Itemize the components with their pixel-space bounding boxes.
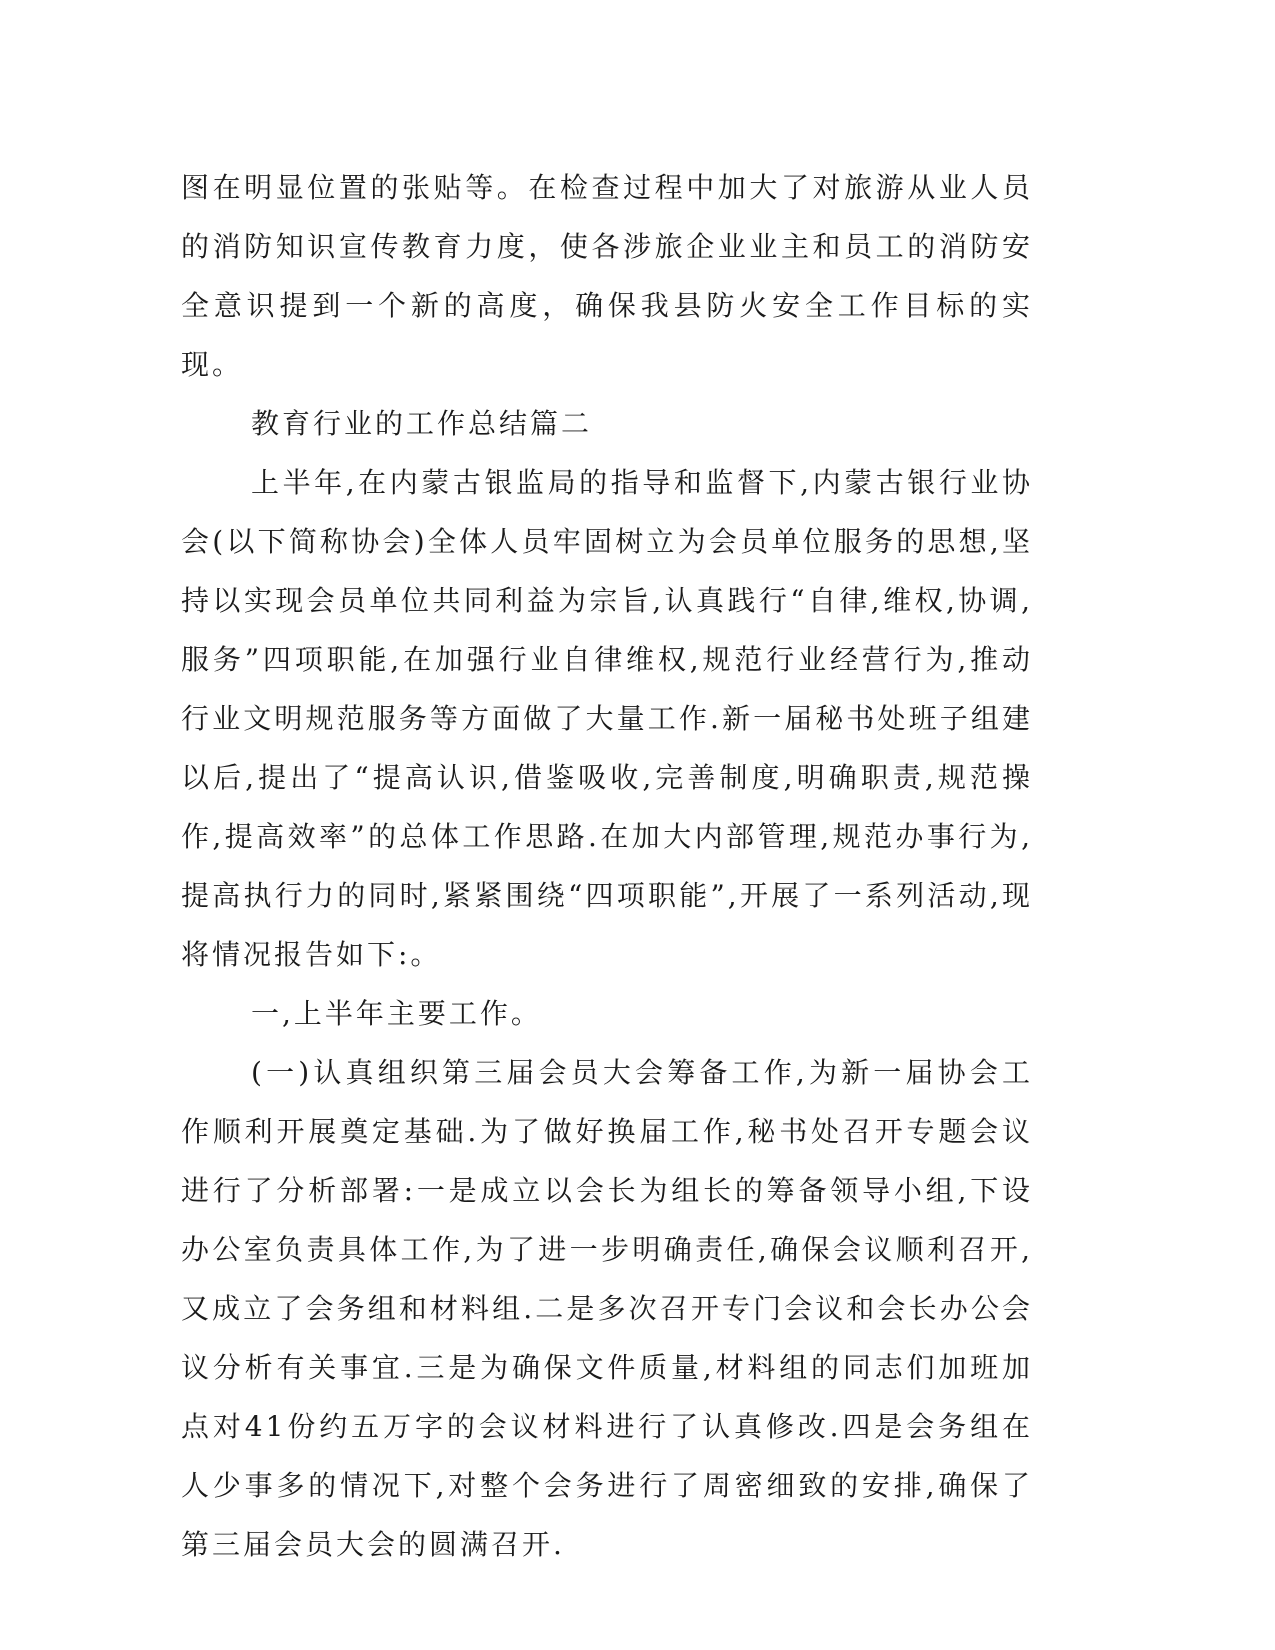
paragraph-general-assembly-preparation: (一)认真组织第三届会员大会筹备工作,为新一届协会工作顺利开展奠定基础.为了做好换届工作,秘书处召开专题会议进行了分析部署:一是成立以会长为组长的筹备领导小组,下设办公室负责具体工作,为了进一步明确责任,确保会议顺利召开,又成立了会务组和材料组.二是多次召开专门会议和会长办公会议分析有关事宜.三是为确保文件质量,材料组的同志们加班加点对41份约五万字的会议材料进行了认真修改.四是会务组在人少事多的情况下,对整个会务进行了周密细致的安排,确保了第三届会员大会的圆满召开.: [181, 1056, 1033, 1561]
document-body: [181, 158, 1033, 1574]
paragraph-fire-safety-conclusion: 图在明显位置的张贴等。在检查过程中加大了对旅游从业人员的消防知识宣传教育力度，使各涉旅企业业主和员工的消防安全意识提到一个新的高度，确保我县防火安全工作目标的实现。: [181, 171, 1033, 381]
section-heading-education-summary-part-two: 教育行业的工作总结篇二: [251, 407, 593, 440]
section-heading-main-work: 一,上半年主要工作。: [251, 997, 542, 1030]
paragraph-association-introduction: 上半年,在内蒙古银监局的指导和监督下,内蒙古银行业协会(以下简称协会)全体人员牢固树立为会员单位服务的思想,坚持以实现会员单位共同利益为宗旨,认真践行“自律,维权,协调,服务”四项职能,在加强行业自律维权,规范行业经营行为,推动行业文明规范服务等方面做了大量工作.新一届秘书处班子组建以后,提出了“提高认识,借鉴吸收,完善制度,明确职责,规范操作,提高效率”的总体工作思路.在加大内部管理,规范办事行为,提高执行力的同时,紧紧围绕“四项职能”,开展了一系列活动,现将情况报告如下:。: [181, 466, 1033, 971]
